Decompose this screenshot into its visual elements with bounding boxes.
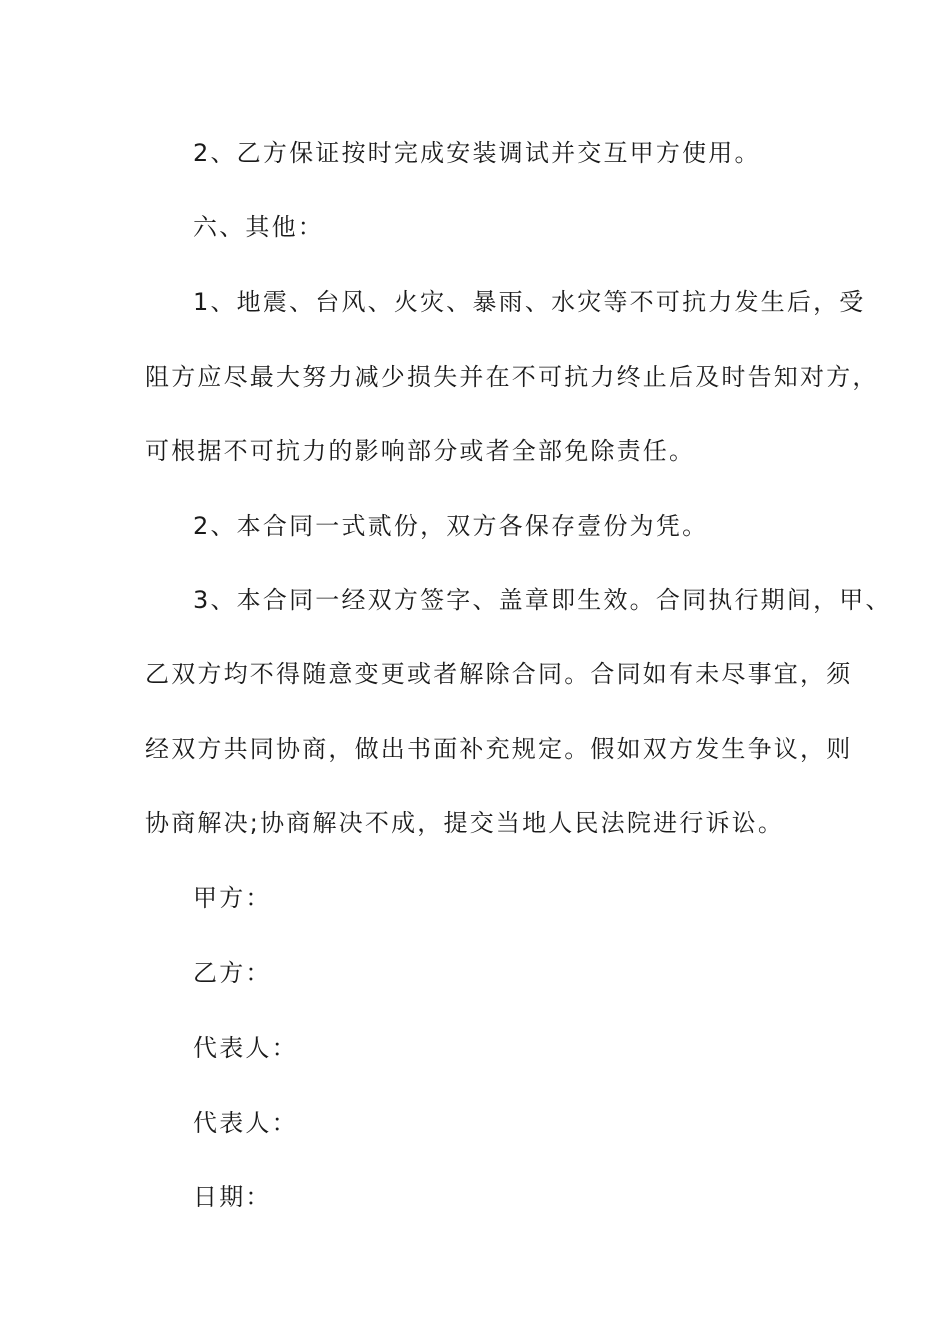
clause-6-3-line-1: 3、本合同一经双方签字、盖章即生效。合同执行期间，甲、 (193, 586, 892, 614)
date-label: 日期： (193, 1183, 272, 1211)
section-6-heading: 六、其他： (193, 213, 324, 241)
clause-6-1-line-3: 可根据不可抗力的影响部分或者全部免除责任。 (145, 437, 696, 465)
clause-6-2: 2、本合同一式贰份，双方各保存壹份为凭。 (193, 512, 709, 540)
clause-5-2: 2、乙方保证按时完成安装调试并交互甲方使用。 (193, 139, 761, 167)
clause-6-3-line-3: 经双方共同协商，做出书面补充规定。假如双方发生争议，则 (145, 735, 853, 763)
representative-b-label: 代表人： (193, 1109, 298, 1137)
representative-a-label: 代表人： (193, 1034, 298, 1062)
clause-6-1-line-1: 1、地震、台风、火灾、暴雨、水灾等不可抗力发生后，受 (193, 288, 866, 316)
clause-6-3-line-2: 乙双方均不得随意变更或者解除合同。合同如有未尽事宜，须 (145, 660, 853, 688)
clause-6-3-line-4: 协商解决;协商解决不成，提交当地人民法院进行诉讼。 (145, 809, 785, 837)
party-a-label: 甲方： (193, 884, 272, 912)
clause-6-1-line-2: 阻方应尽最大努力减少损失并在不可抗力终止后及时告知对方， (145, 363, 879, 391)
party-b-label: 乙方： (193, 959, 272, 987)
